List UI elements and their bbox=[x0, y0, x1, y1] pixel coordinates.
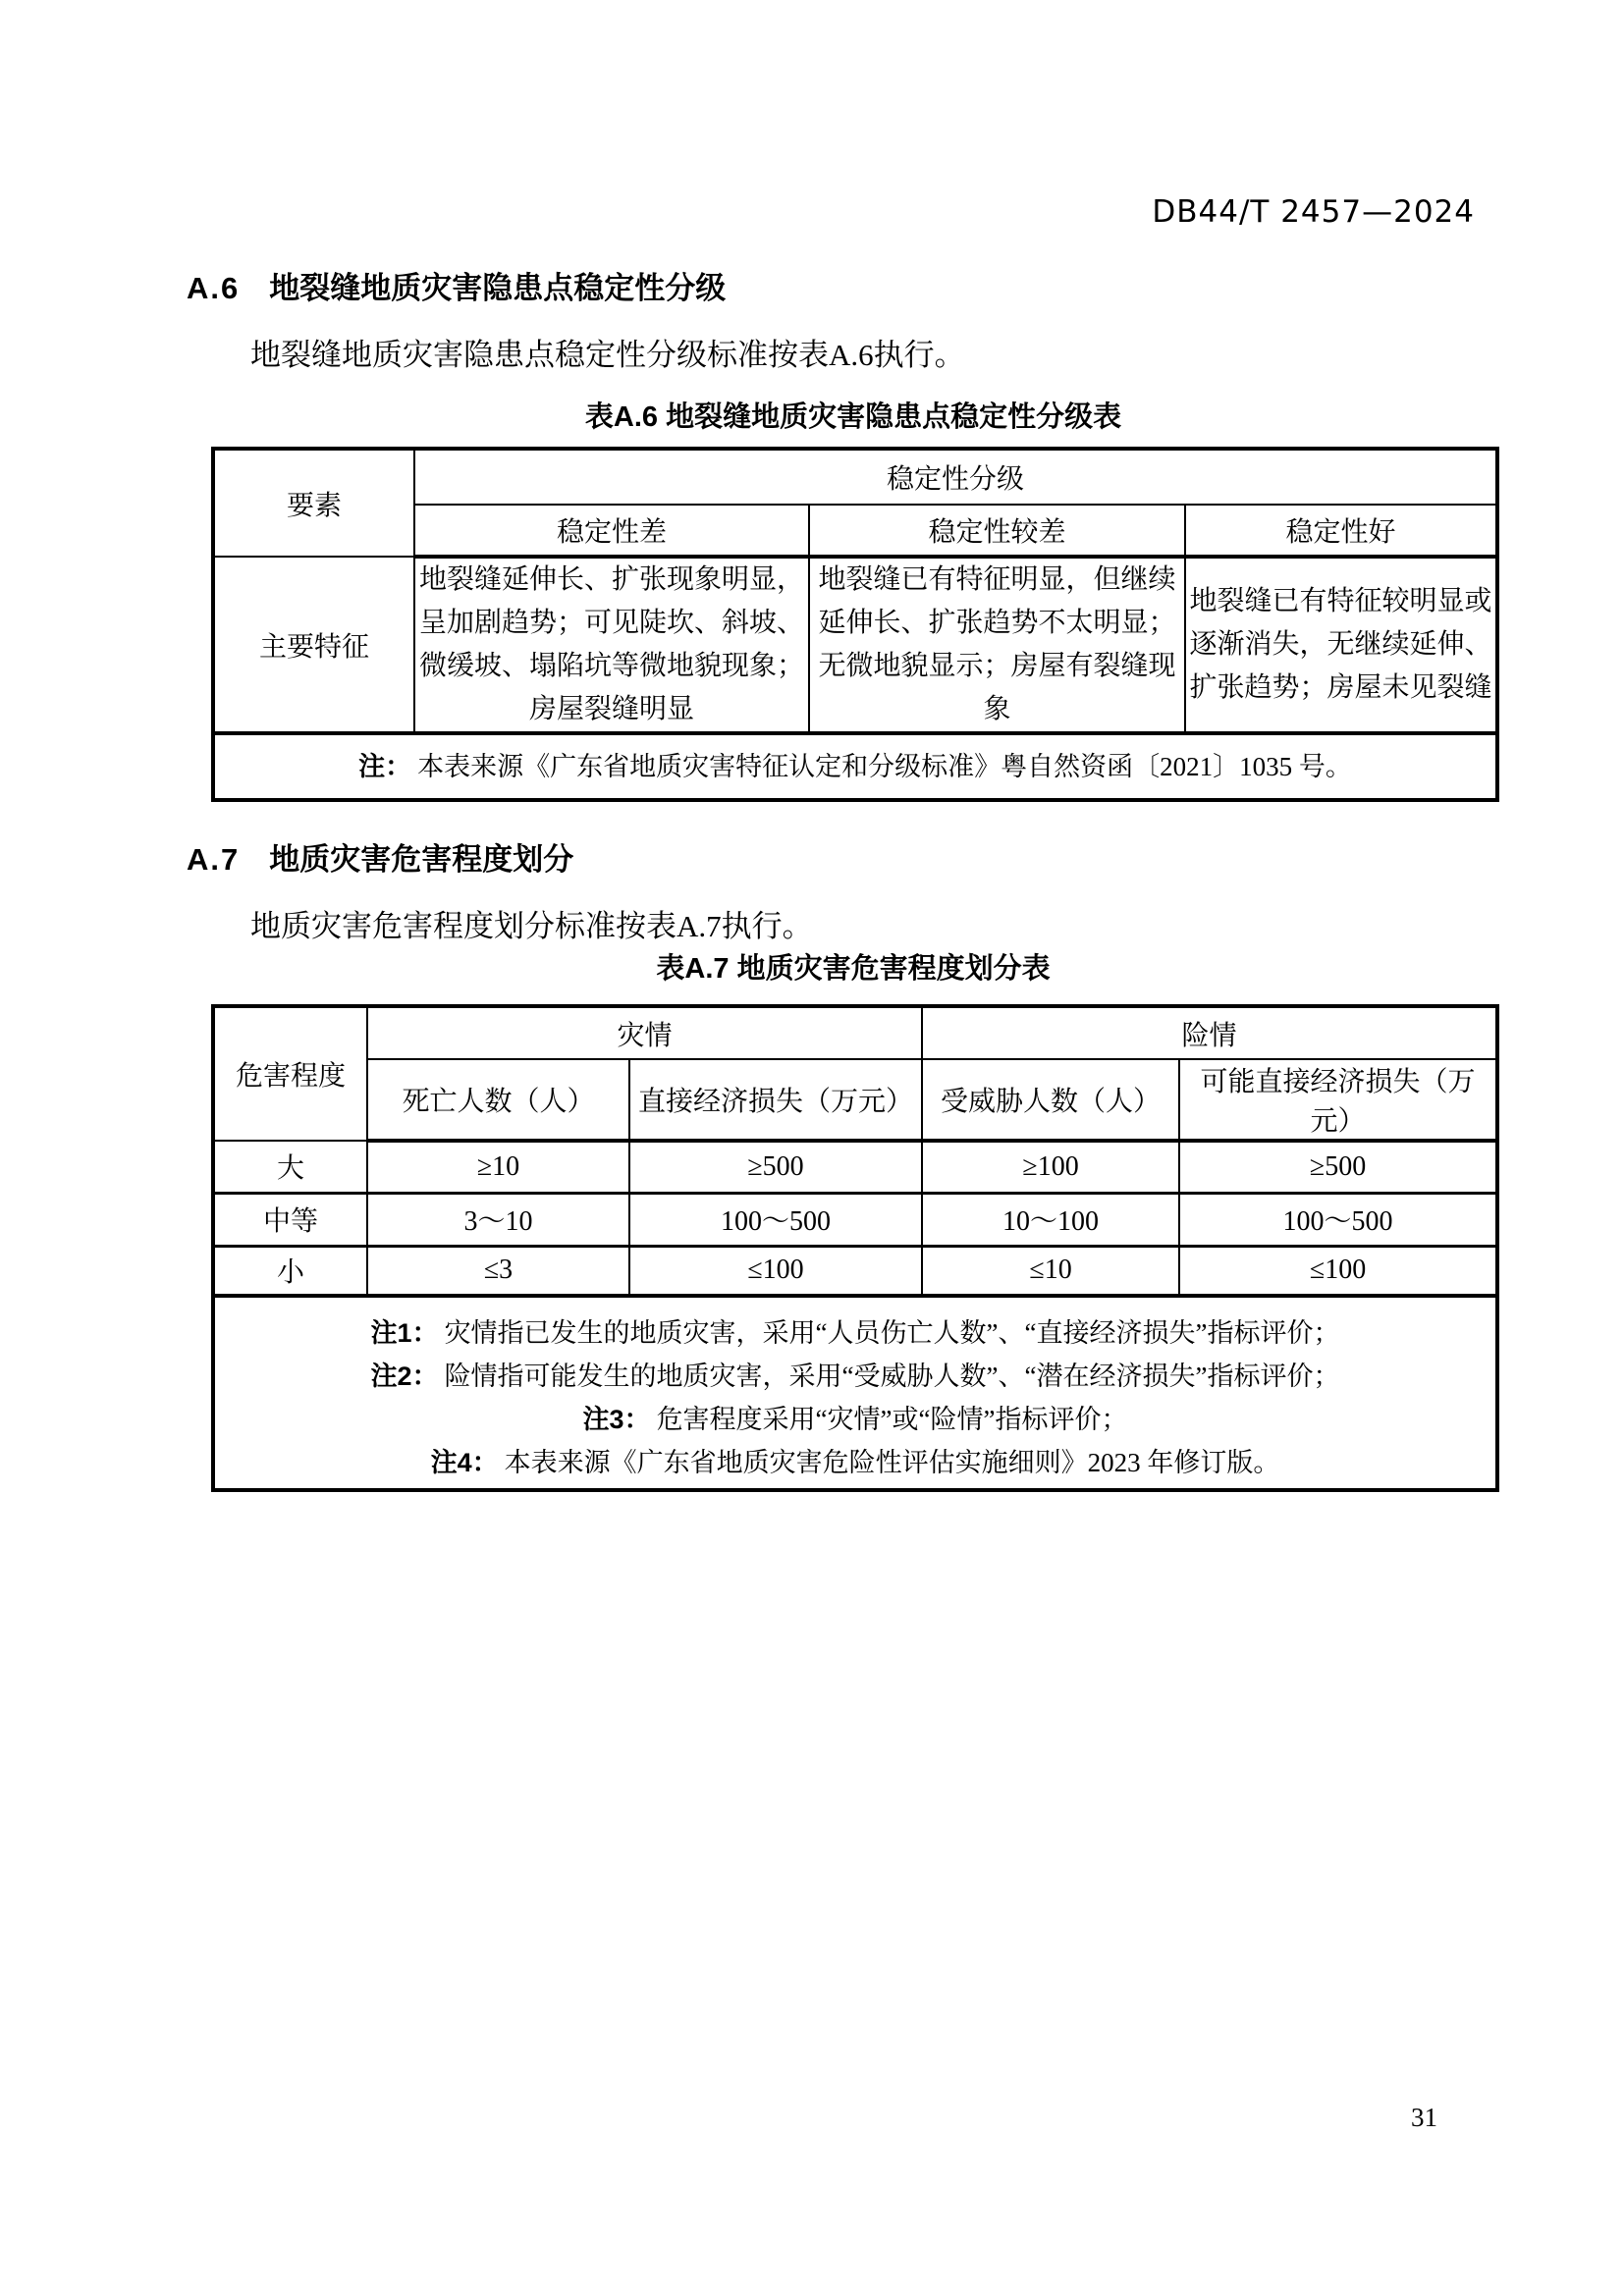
table-a6-cell: 地裂缝已有特征明显，但继续延伸长、扩张趋势不太明显；无微地貌显示；房屋有裂缝现象 bbox=[809, 557, 1185, 733]
table-a7-note-1 bbox=[215, 1311, 1495, 1355]
note-4-text: 本表来源《广东省地质灾害危险性评估实施细则》2023 年修订版。 bbox=[504, 1448, 1280, 1477]
table-a7-group-header-disaster: 灾情 bbox=[367, 1006, 922, 1059]
table-a6-group-header: 稳定性分级 bbox=[414, 449, 1497, 505]
table-a7-col-header: 可能直接经济损失（万元） bbox=[1179, 1059, 1497, 1141]
table-a6-note-row bbox=[213, 733, 1497, 800]
table-a7-cell: ≤10 bbox=[922, 1246, 1179, 1296]
document-number: DB44/T 2457—2024 bbox=[1152, 194, 1475, 230]
note-2-label: 注2： bbox=[370, 1362, 439, 1391]
note-1-text: 灾情指已发生的地质灾害，采用“人员伤亡人数”、“直接经济损失”指标评价； bbox=[444, 1318, 1340, 1348]
table-a6-corner-header: 要素 bbox=[213, 449, 414, 557]
table-a7-row-small bbox=[213, 1246, 1497, 1296]
table-a7-cell: ≥500 bbox=[1179, 1141, 1497, 1193]
section-a7-paragraph: 地质灾害危害程度划分标准按表A.7执行。 bbox=[250, 909, 813, 943]
table-a6-caption: 表A.6 地裂缝地质灾害隐患点稳定性分级表 bbox=[584, 401, 1122, 433]
section-a7-number: A.7 bbox=[187, 842, 241, 877]
table-a6-col-header: 稳定性好 bbox=[1185, 505, 1497, 557]
note-3-text: 危害程度采用“灾情”或“险情”指标评价； bbox=[656, 1405, 1128, 1434]
table-a7-cell: ≤3 bbox=[367, 1246, 629, 1296]
page-number: 31 bbox=[1411, 2103, 1437, 2132]
table-a6-col-header: 稳定性差 bbox=[414, 505, 809, 557]
table-a7-row-large bbox=[213, 1141, 1497, 1193]
note-2-text: 险情指可能发生的地质灾害，采用“受威胁人数”、“潜在经济损失”指标评价； bbox=[444, 1362, 1340, 1391]
table-a7-note-3 bbox=[215, 1398, 1495, 1441]
table-a7-notes-row bbox=[213, 1296, 1497, 1490]
table-a7-cell: ≤100 bbox=[1179, 1246, 1497, 1296]
table-a7-cell: ≥10 bbox=[367, 1141, 629, 1193]
table-a7-cell: ≥100 bbox=[922, 1141, 1179, 1193]
table-a7-cell: 100～500 bbox=[629, 1193, 922, 1246]
section-a7-title: 地质灾害危害程度划分 bbox=[269, 842, 574, 877]
table-a6-note-text: 本表来源《广东省地质灾害特征认定和分级标准》粤自然资函〔2021〕1035 号。 bbox=[417, 752, 1352, 781]
table-a7-row-label: 中等 bbox=[213, 1193, 367, 1246]
table-a6-cell: 地裂缝已有特征较明显或逐渐消失，无继续延伸、扩张趋势；房屋未见裂缝 bbox=[1185, 557, 1497, 733]
table-a7-cell: ≤100 bbox=[629, 1246, 922, 1296]
table-a6-row-label: 主要特征 bbox=[213, 557, 414, 733]
note-4-label: 注4： bbox=[430, 1448, 499, 1477]
table-a7-row-label: 大 bbox=[213, 1141, 367, 1193]
table-a7 bbox=[211, 1004, 1499, 1492]
table-a7-row-label: 小 bbox=[213, 1246, 367, 1296]
section-a7-heading bbox=[187, 834, 573, 879]
section-a6-heading bbox=[187, 263, 726, 307]
table-a7-caption: 表A.7 地质灾害危害程度划分表 bbox=[656, 953, 1051, 985]
table-a7-cell: 10～100 bbox=[922, 1193, 1179, 1246]
section-a6-number: A.6 bbox=[187, 271, 241, 305]
table-a7-col-header: 直接经济损失（万元） bbox=[629, 1059, 922, 1141]
table-a7-cell: ≥500 bbox=[629, 1141, 922, 1193]
table-a7-note-2 bbox=[215, 1355, 1495, 1398]
section-a6-title: 地裂缝地质灾害隐患点稳定性分级 bbox=[269, 271, 727, 305]
table-a6-note-label: 注： bbox=[358, 752, 412, 781]
table-a7-header-row-2 bbox=[213, 1059, 1497, 1141]
table-a7-col-header: 死亡人数（人） bbox=[367, 1059, 629, 1141]
table-a7-corner-header: 危害程度 bbox=[213, 1006, 367, 1141]
table-a7-cell: 3～10 bbox=[367, 1193, 629, 1246]
table-a7-header-row-1 bbox=[213, 1006, 1497, 1059]
table-a6-note bbox=[213, 733, 1497, 800]
table-a6-header-row-1 bbox=[213, 449, 1497, 505]
table-a7-note-4 bbox=[215, 1441, 1495, 1484]
note-1-label: 注1： bbox=[370, 1318, 439, 1348]
table-a6 bbox=[211, 447, 1499, 802]
table-a7-notes bbox=[213, 1296, 1497, 1490]
table-a6-col-header: 稳定性较差 bbox=[809, 505, 1185, 557]
section-a6-paragraph: 地裂缝地质灾害隐患点稳定性分级标准按表A.6执行。 bbox=[250, 338, 965, 372]
table-a7-cell: 100～500 bbox=[1179, 1193, 1497, 1246]
table-a7-row-medium bbox=[213, 1193, 1497, 1246]
table-a6-cell: 地裂缝延伸长、扩张现象明显，呈加剧趋势；可见陡坎、斜坡、微缓坡、塌陷坑等微地貌现象；房屋裂缝明显 bbox=[414, 557, 809, 733]
table-a7-col-header: 受威胁人数（人） bbox=[922, 1059, 1179, 1141]
table-a6-body-row bbox=[213, 557, 1497, 733]
table-a7-group-header-risk: 险情 bbox=[922, 1006, 1497, 1059]
note-3-label: 注3： bbox=[582, 1405, 651, 1434]
